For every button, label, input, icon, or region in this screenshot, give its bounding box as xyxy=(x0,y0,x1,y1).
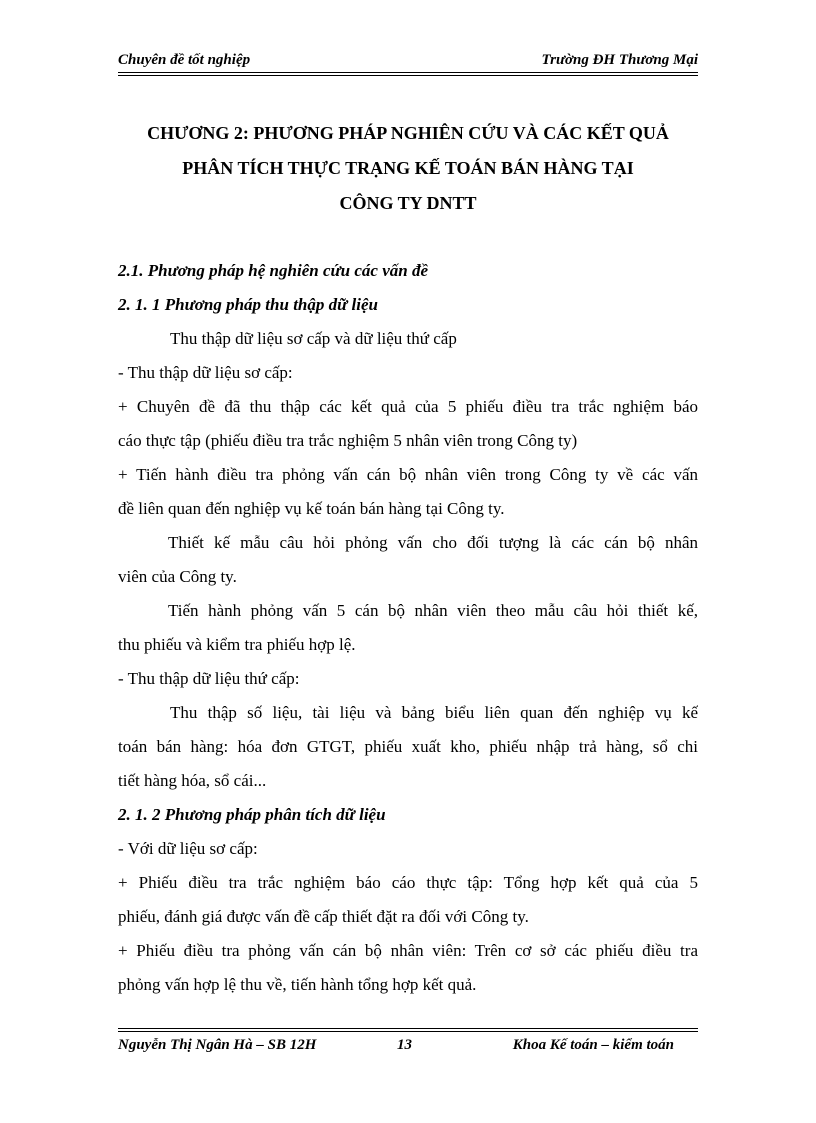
paragraph-line: phiếu, đánh giá được vấn đề cấp thiết đặt ra đối với Công ty. xyxy=(118,907,529,926)
footer-rule-thin xyxy=(118,1028,698,1029)
paragraph-line: Thiết kế mẫu câu hỏi phỏng vấn cho đối tượng là các cán bộ nhân xyxy=(168,533,698,552)
header-university-label: Trường ĐH Thương Mại xyxy=(541,52,698,68)
paragraph-line: + Chuyên đề đã thu thập các kết quả của 5 phiếu điều tra trắc nghiệm báo xyxy=(118,397,698,416)
chapter-title-line-2: PHÂN TÍCH THỰC TRẠNG KẾ TOÁN BÁN HÀNG TẠI xyxy=(182,158,634,178)
footer-department: Khoa Kế toán – kiểm toán xyxy=(512,1037,674,1053)
paragraph-line: tiết hàng hóa, sổ cái... xyxy=(118,771,267,790)
paragraph-line: cáo thực tập (phiếu điều tra trắc nghiệm 5 nhân viên trong Công ty) xyxy=(118,431,578,450)
footer-author: Nguyễn Thị Ngân Hà – SB 12H xyxy=(118,1037,317,1053)
paragraph-line: thu phiếu và kiểm tra phiếu hợp lệ. xyxy=(118,635,356,654)
paragraph-line: + Tiến hành điều tra phỏng vấn cán bộ nhân viên trong Công ty về các vấn xyxy=(118,465,698,484)
section-heading-2-1: 2.1. Phương pháp hệ nghiên cứu các vấn đề xyxy=(118,261,429,280)
list-item: - Thu thập dữ liệu thứ cấp: xyxy=(118,669,300,688)
document-body xyxy=(118,254,698,1002)
list-item: - Thu thập dữ liệu sơ cấp: xyxy=(118,363,293,382)
footer-rule xyxy=(118,1031,698,1032)
list-item: - Với dữ liệu sơ cấp: xyxy=(118,839,258,858)
paragraph-line: đề liên quan đến nghiệp vụ kế toán bán hàng tại Công ty. xyxy=(118,499,505,518)
section-heading-2-1-2: 2. 1. 2 Phương pháp phân tích dữ liệu xyxy=(118,805,386,824)
paragraph-line: + Phiếu điều tra trắc nghiệm báo cáo thực tập: Tổng hợp kết quả của 5 xyxy=(118,873,698,892)
paragraph-line: phỏng vấn hợp lệ thu về, tiến hành tổng hợp kết quả. xyxy=(118,975,477,994)
header-thesis-label: Chuyên đề tốt nghiệp xyxy=(118,52,251,68)
page-footer xyxy=(118,1037,698,1059)
paragraph: Thu thập dữ liệu sơ cấp và dữ liệu thứ cấp xyxy=(170,329,457,348)
paragraph-line: toán bán hàng: hóa đơn GTGT, phiếu xuất kho, phiếu nhập trả hàng, sổ chi xyxy=(118,737,698,756)
chapter-title-line-3: CÔNG TY DNTT xyxy=(339,193,477,213)
section-heading-2-1-1: 2. 1. 1 Phương pháp thu thập dữ liệu xyxy=(118,295,378,314)
chapter-title-line-1: CHƯƠNG 2: PHƯƠNG PHÁP NGHIÊN CỨU VÀ CÁC KẾT QUẢ xyxy=(147,123,669,143)
paragraph-line: Tiến hành phỏng vấn 5 cán bộ nhân viên theo mẫu câu hỏi thiết kế, xyxy=(168,601,698,620)
header-rule-thin xyxy=(118,75,698,76)
header-rule xyxy=(118,72,698,73)
paragraph-line: + Phiếu điều tra phỏng vấn cán bộ nhân viên: Trên cơ sở các phiếu điều tra xyxy=(118,941,698,960)
page-header xyxy=(118,52,698,74)
chapter-title xyxy=(100,116,716,221)
page-number: 13 xyxy=(397,1037,412,1053)
paragraph-line: Thu thập số liệu, tài liệu và bảng biểu liên quan đến nghiệp vụ kế xyxy=(170,703,698,722)
paragraph-line: viên của Công ty. xyxy=(118,567,237,586)
